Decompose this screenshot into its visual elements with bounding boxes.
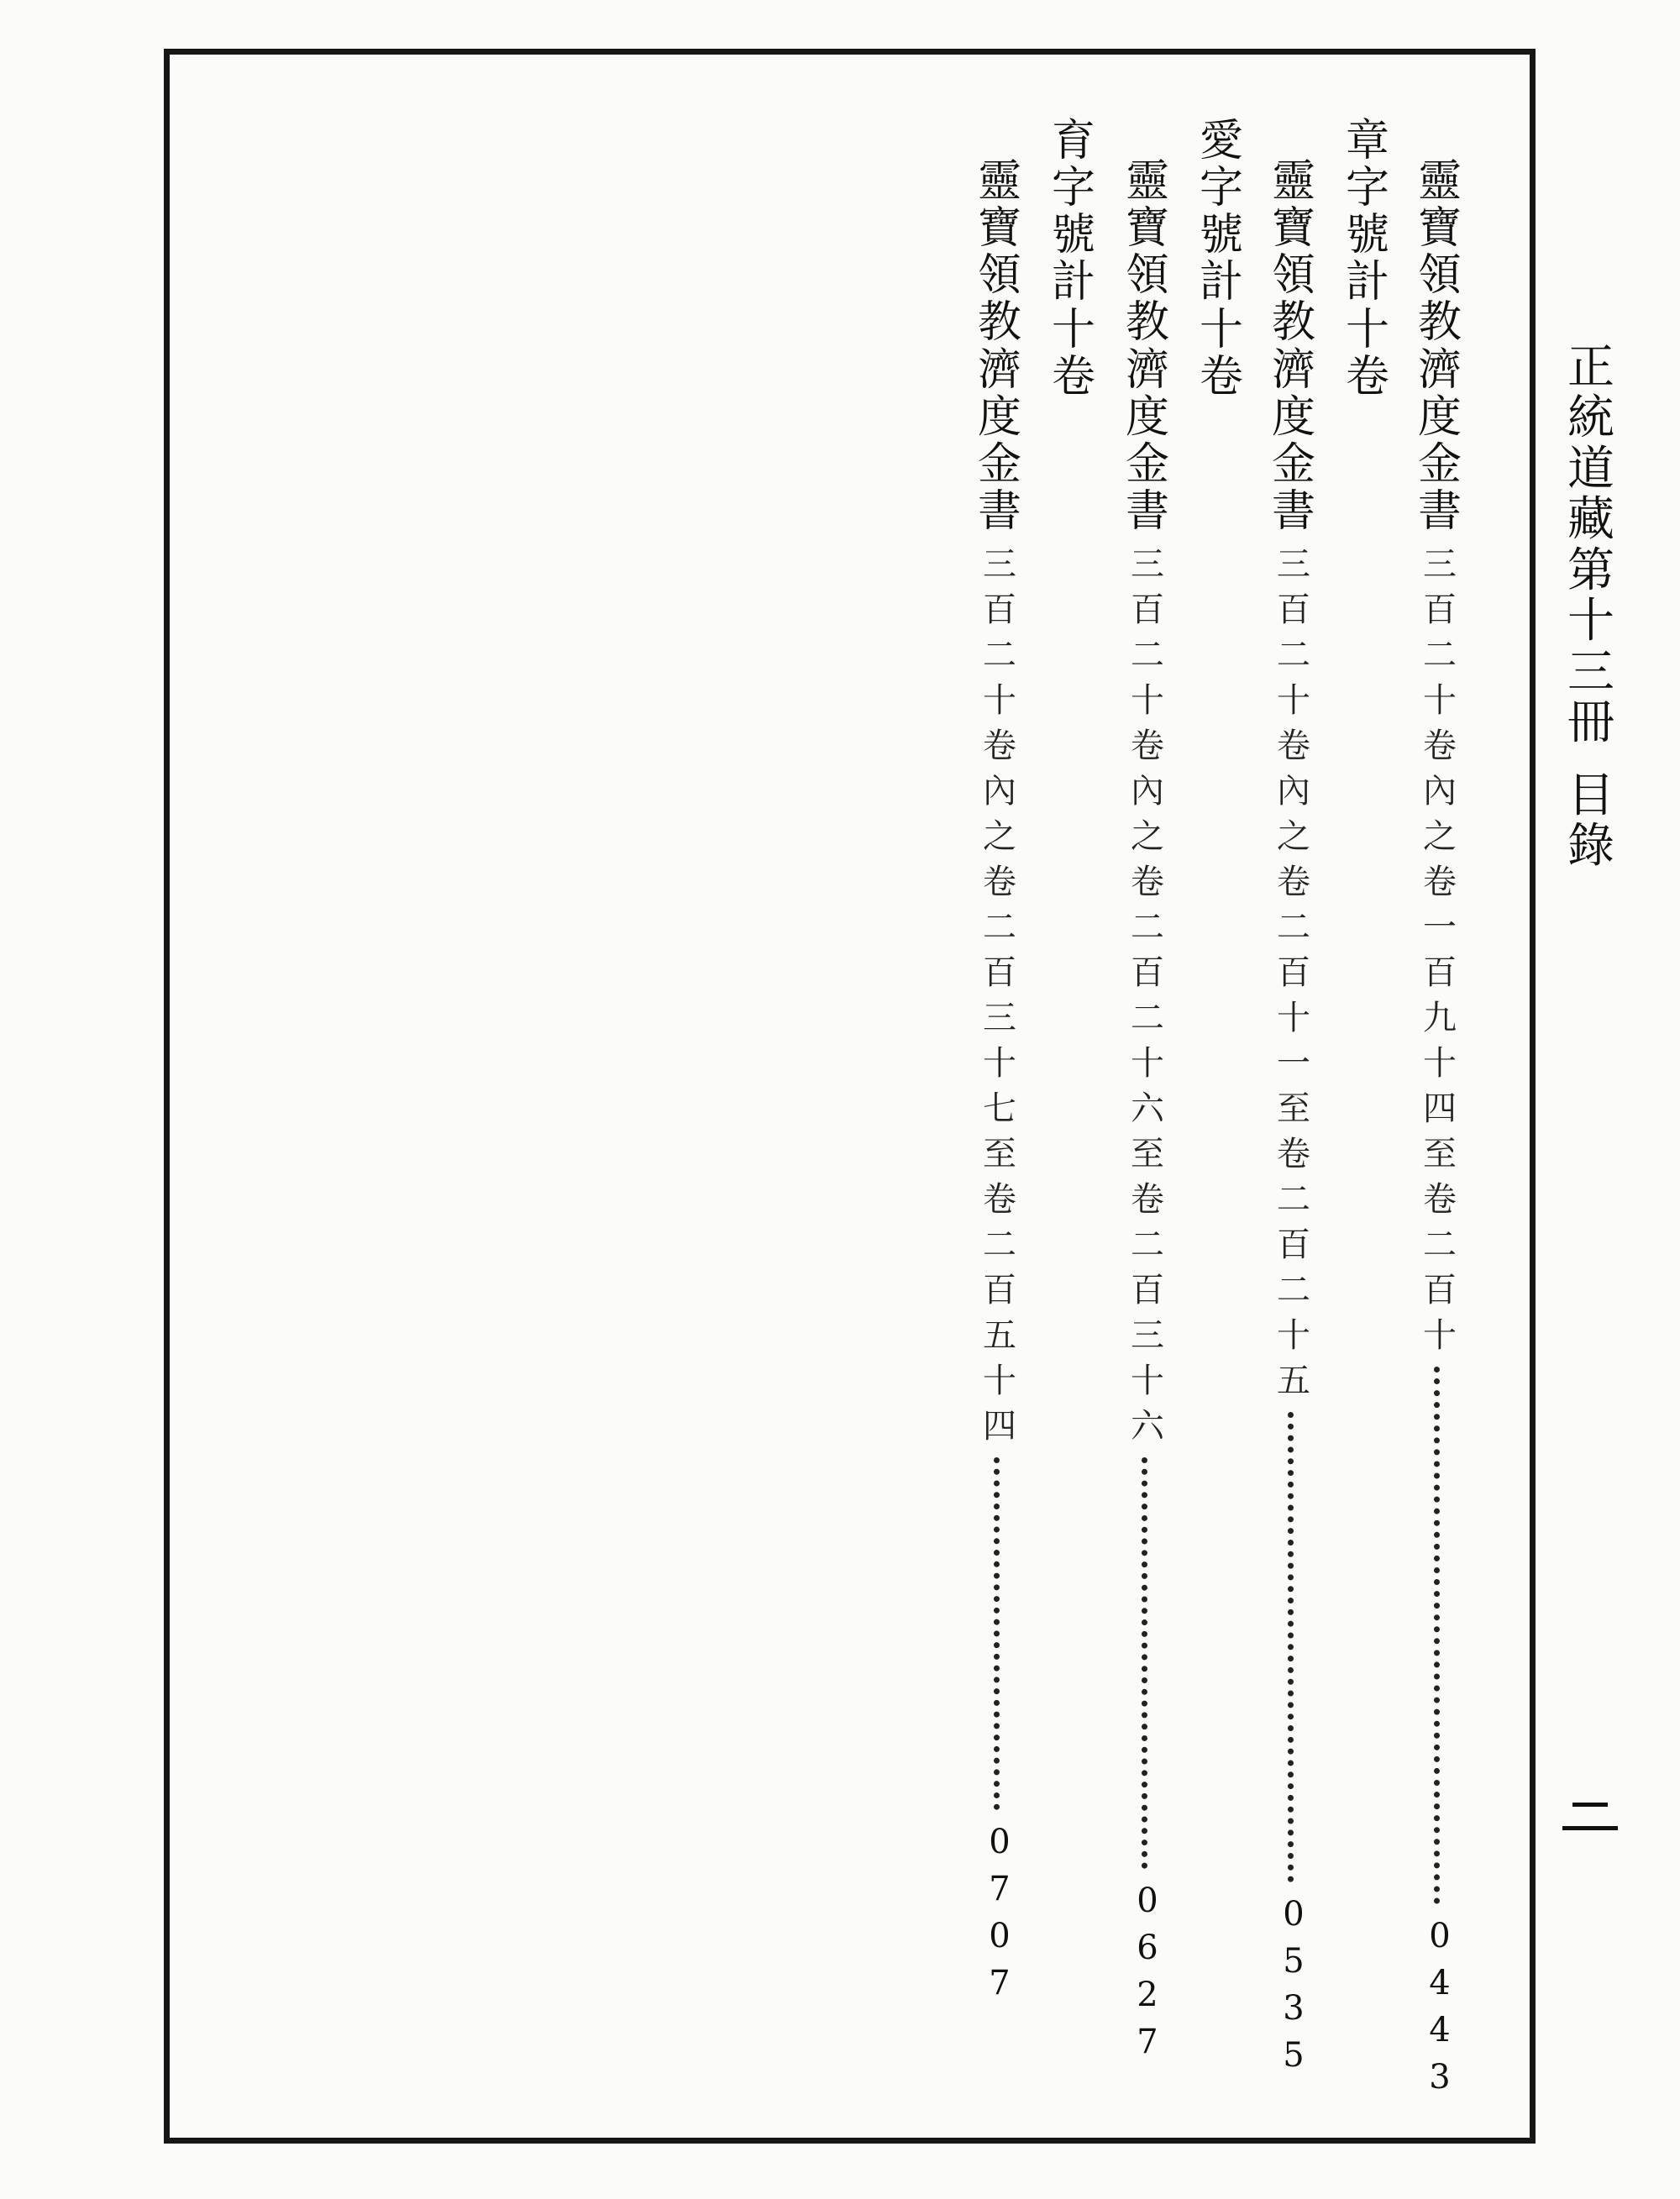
entry-range: 三百二十卷內之卷一百九十四至卷二百十 xyxy=(1423,545,1457,1356)
entry-page: 0 5 3 5 xyxy=(1283,1895,1305,2076)
folio-number xyxy=(1562,1798,1621,1834)
volume-heading xyxy=(1047,118,1100,401)
leader-dots xyxy=(1434,1367,1446,1904)
toc-entry xyxy=(1413,158,1467,2101)
leader-dots xyxy=(1142,1457,1154,1869)
entry-range: 三百二十卷內之卷二百二十六至卷二百三十六 xyxy=(1131,545,1164,1446)
entry-range: 三百二十卷內之卷二百十一至卷二百二十五 xyxy=(1277,545,1310,1401)
volume-heading-text: 愛字號計十卷 xyxy=(1199,116,1243,402)
entry-range: 三百二十卷內之卷二百三十七至卷二百五十四 xyxy=(983,545,1016,1446)
volume-heading-text: 章字號計十卷 xyxy=(1345,116,1389,402)
toc-entry xyxy=(1267,158,1320,2079)
leader-dots xyxy=(994,1457,1006,1810)
entry-title: 靈寶領教濟度金書 xyxy=(1271,156,1315,538)
volume-heading-text: 育字號計十卷 xyxy=(1051,116,1095,402)
volume-heading xyxy=(1341,118,1394,401)
running-header-section xyxy=(1564,771,1618,873)
entry-page: 0 6 2 7 xyxy=(1137,1881,1158,2062)
entry-title: 靈寶領教濟度金書 xyxy=(1125,156,1169,538)
entry-title: 靈寶領教濟度金書 xyxy=(1417,156,1462,538)
collection-title: 正統道藏第十三冊 xyxy=(1567,340,1614,751)
entry-page: 0 7 0 7 xyxy=(989,1823,1011,2003)
running-header-title xyxy=(1564,340,1618,751)
leader-dots xyxy=(1288,1412,1300,1882)
entry-page: 0 4 4 3 xyxy=(1429,1917,1451,2097)
entry-title: 靈寶領教濟度金書 xyxy=(977,156,1021,538)
volume-heading xyxy=(1194,118,1248,401)
page-border xyxy=(164,49,1536,2144)
toc-entry xyxy=(973,158,1026,2007)
section-title: 目錄 xyxy=(1567,769,1614,874)
toc-entry xyxy=(1121,158,1174,2065)
